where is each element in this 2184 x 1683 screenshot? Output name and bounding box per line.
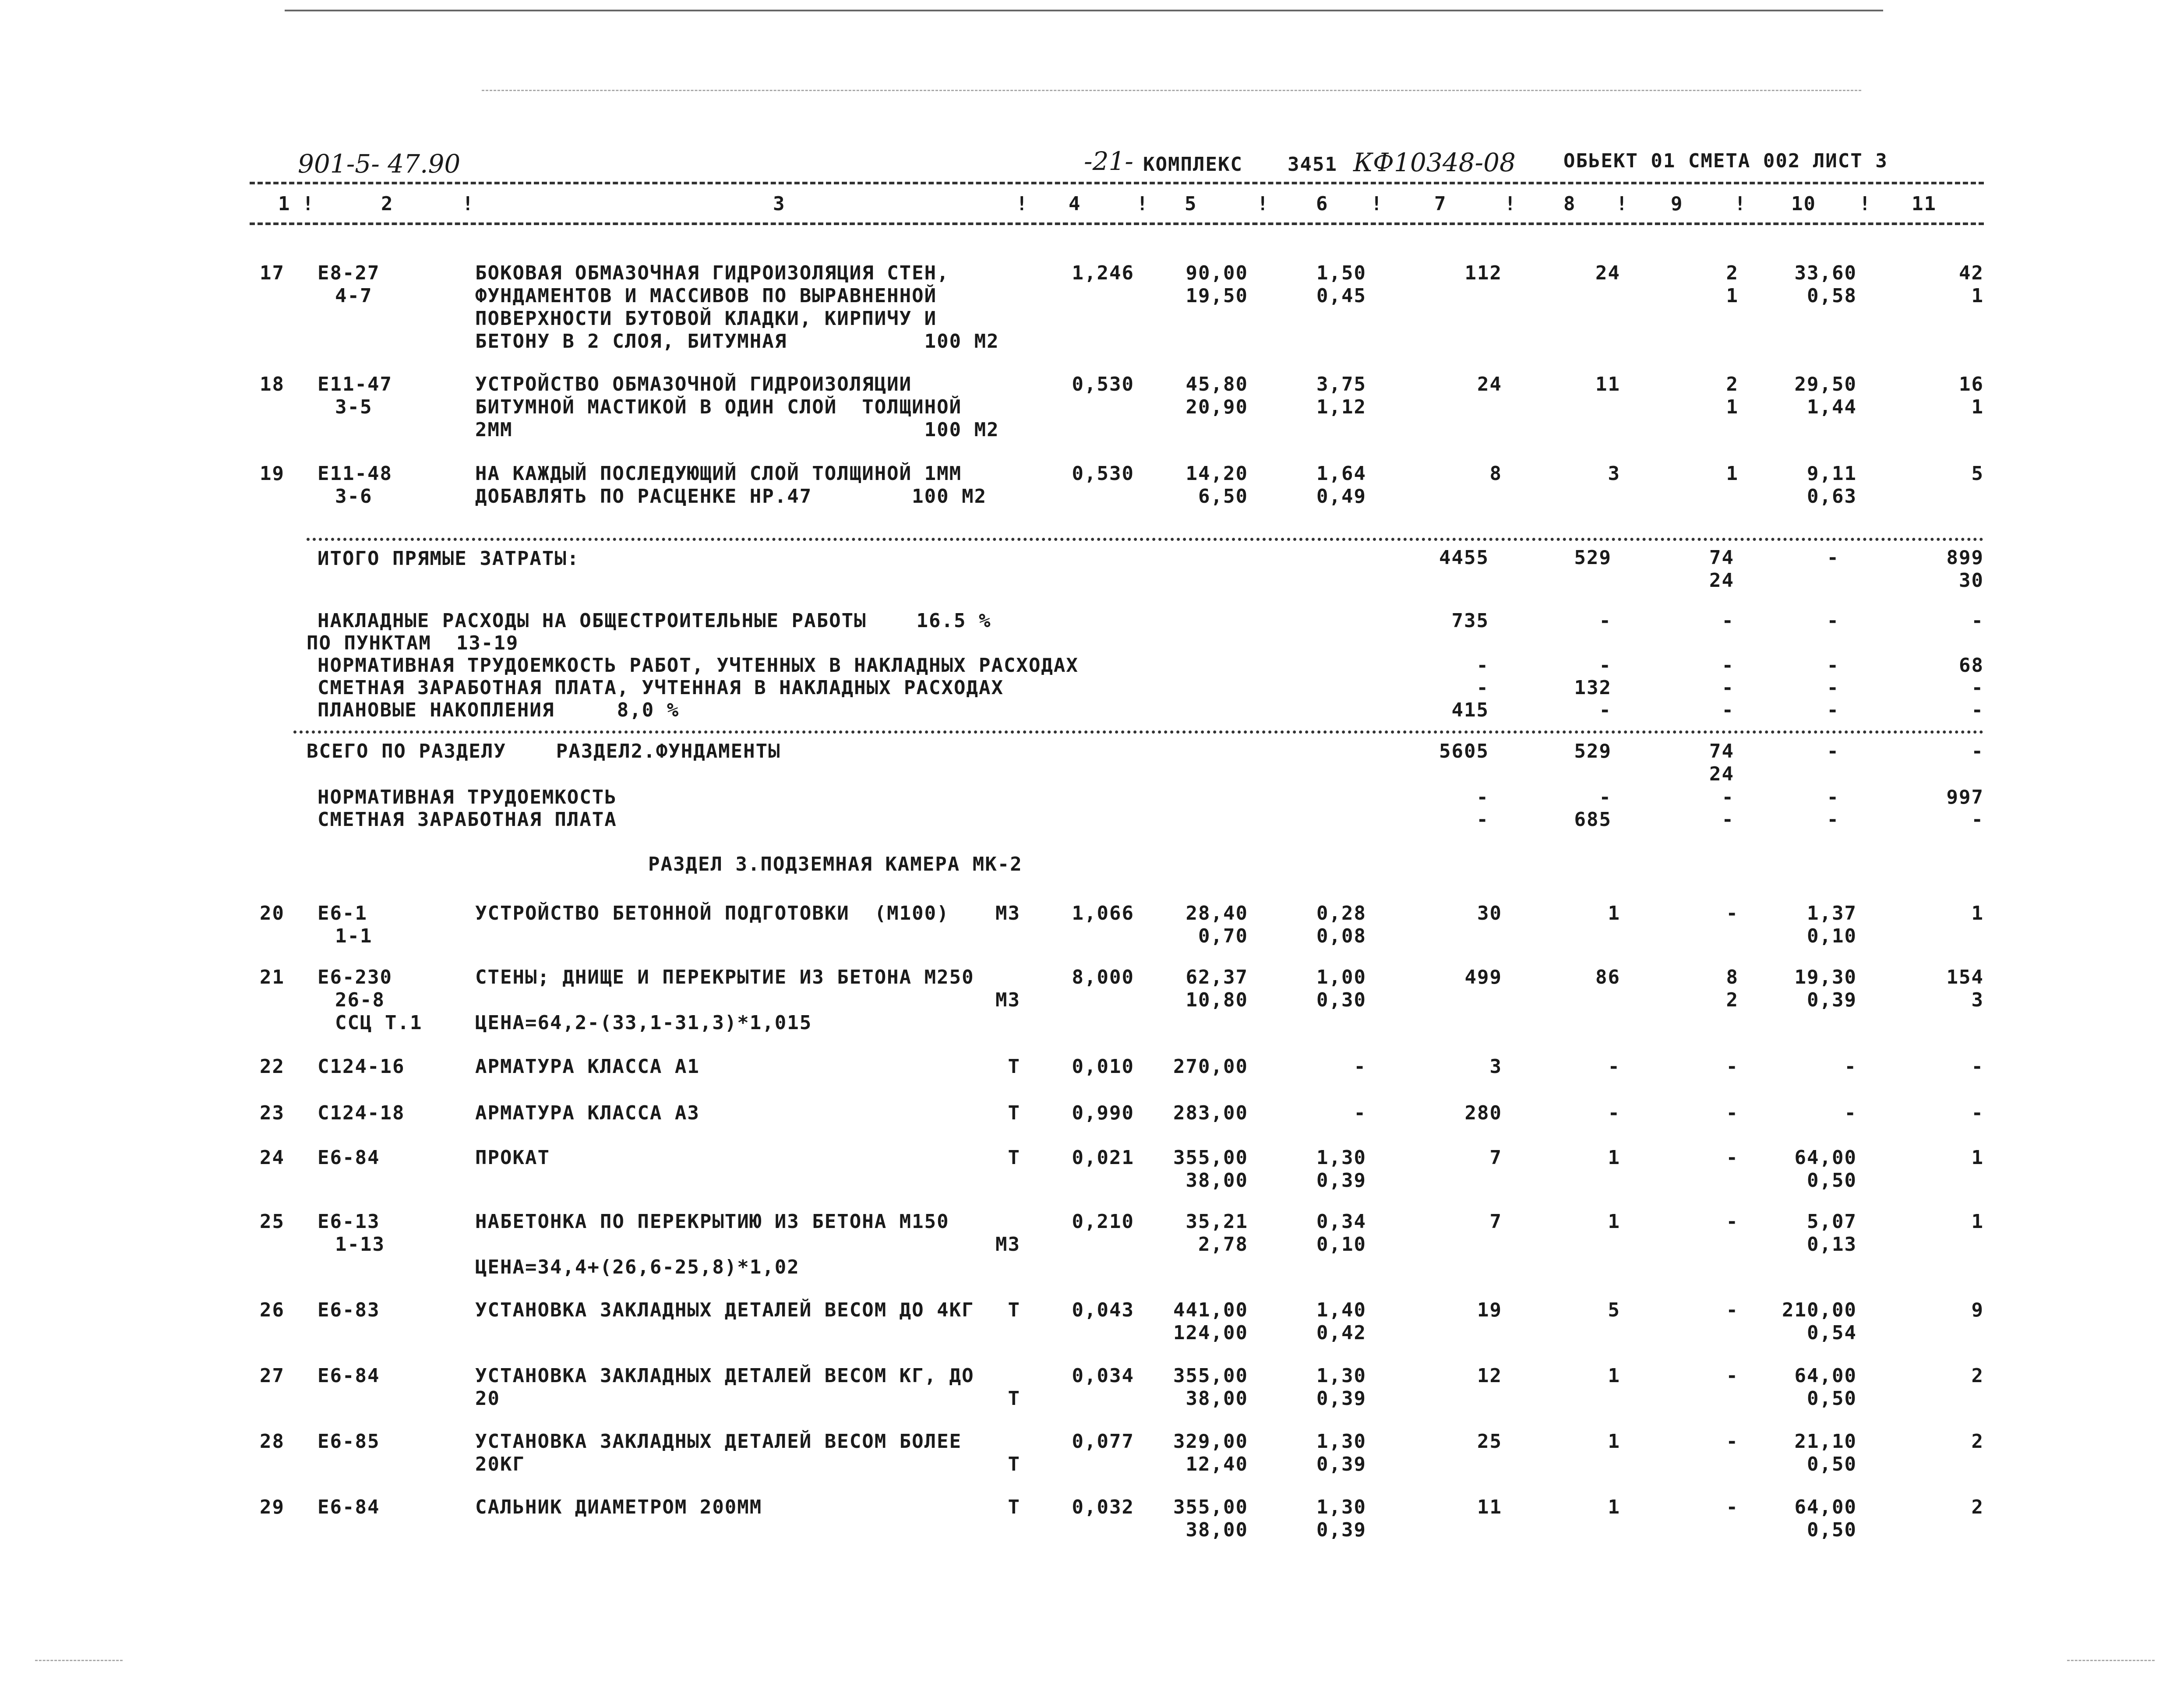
overhead-items-label: ПО ПУНКТАМ 13-19: [307, 632, 519, 654]
work-description: УСТАНОВКА ЗАКЛАДНЫХ ДЕТАЛЕЙ ВЕСОМ БОЛЕЕ: [475, 1430, 962, 1453]
cell-c11: 2: [1971, 1430, 1984, 1453]
norm-c7: -: [1476, 786, 1489, 808]
work-description: НАБЕТОНКА ПО ПЕРЕКРЫТИЮ ИЗ БЕТОНА М150: [475, 1210, 949, 1233]
labor-c11: 68: [1959, 654, 1984, 677]
work-description: 20КГ: [475, 1453, 525, 1475]
labor-c7: -: [1476, 654, 1489, 677]
cell-c11: 2: [1971, 1365, 1984, 1387]
col-sep: !: [1734, 193, 1747, 215]
cell-c10: 0,10: [1807, 925, 1857, 947]
row-number: 23: [260, 1102, 285, 1124]
cell-c5: 28,40: [1185, 902, 1248, 924]
rate-code: Е6-84: [318, 1365, 380, 1387]
labor-c9: -: [1722, 654, 1734, 677]
col-11: 11: [1912, 193, 1937, 215]
unit-of-measure: Т: [1008, 1102, 1020, 1124]
cell-c10: -: [1844, 1102, 1857, 1124]
rate-code: 1-13: [335, 1233, 385, 1256]
cell-c8: 1: [1608, 902, 1620, 924]
rate-code: Е6-230: [318, 966, 392, 988]
labor-c10: -: [1827, 654, 1839, 677]
col-7: 7: [1434, 193, 1447, 215]
work-description: БЕТОНУ В 2 СЛОЯ, БИТУМНАЯ 100 М2: [475, 330, 999, 353]
col-8: 8: [1563, 193, 1576, 215]
unit-of-measure: Т: [1008, 1055, 1020, 1078]
cell-c9: -: [1726, 1055, 1739, 1078]
row-number: 18: [260, 373, 285, 395]
cell-c6: 0,39: [1316, 1169, 1366, 1192]
work-description: ЦЕНА=64,2-(33,1-31,3)*1,015: [475, 1012, 812, 1034]
work-description: УСТРОЙСТВО БЕТОННОЙ ПОДГОТОВКИ (М100): [475, 902, 949, 924]
cell-c8: 1: [1608, 1496, 1620, 1518]
cell-c10: 0,13: [1807, 1233, 1857, 1256]
overhead-c10: -: [1827, 610, 1839, 632]
quantity: 0,210: [1072, 1210, 1134, 1233]
cell-c11: 154: [1946, 966, 1984, 988]
cell-c8: 11: [1595, 373, 1620, 395]
swage-c10: -: [1827, 808, 1839, 831]
cell-c10: 0,54: [1807, 1322, 1857, 1344]
cell-c6: 1,30: [1316, 1365, 1366, 1387]
rate-code: Е11-48: [318, 462, 392, 485]
cell-c10: 0,50: [1807, 1169, 1857, 1192]
unit-of-measure: Т: [1008, 1299, 1020, 1321]
col-1: 1: [278, 193, 291, 215]
col-4: 4: [1069, 193, 1081, 215]
row-number: 19: [260, 462, 285, 485]
wage-c8: 132: [1574, 677, 1612, 699]
col-sep: !: [302, 193, 315, 215]
cell-c5: 20,90: [1185, 396, 1248, 418]
header-rule-top: [250, 182, 1984, 184]
cell-c8: 5: [1608, 1299, 1620, 1321]
section-c8: 529: [1574, 740, 1612, 762]
norm-c10: -: [1827, 786, 1839, 808]
cell-c10: -: [1844, 1055, 1857, 1078]
cell-c10: 0,50: [1807, 1519, 1857, 1541]
col-sep: !: [1016, 193, 1029, 215]
work-description: ПРОКАТ: [475, 1147, 550, 1169]
cell-c11: 1: [1971, 902, 1984, 924]
row-number: 27: [260, 1365, 285, 1387]
wage-label: СМЕТНАЯ ЗАРАБОТНАЯ ПЛАТА, УЧТЕННАЯ В НАКЛАДНЫХ РАСХОДАХ: [318, 677, 1004, 699]
cell-c5: 38,00: [1185, 1387, 1248, 1410]
norm-labor-label: НОРМАТИВНАЯ ТРУДОЕМКОСТЬ: [318, 786, 617, 808]
cell-c7: 25: [1477, 1430, 1502, 1453]
unit-of-measure: Т: [1008, 1147, 1020, 1169]
profit-label: ПЛАНОВЫЕ НАКОПЛЕНИЯ 8,0 %: [318, 699, 680, 721]
col-sep: !: [1257, 193, 1270, 215]
swage-c7: -: [1476, 808, 1489, 831]
rate-code: 26-8: [335, 989, 385, 1011]
work-description: ДОБАВЛЯТЬ ПО РАСЦЕНКЕ НР.47 100 М2: [475, 485, 987, 508]
section-c10: -: [1827, 740, 1839, 762]
section-3-title: РАЗДЕЛ 3.ПОДЗЕМНАЯ КАМЕРА МК-2: [648, 853, 1023, 875]
quantity: 0,043: [1072, 1299, 1134, 1321]
cell-c7: 280: [1464, 1102, 1502, 1124]
labor-c8: -: [1599, 654, 1612, 677]
cell-c6: 1,64: [1316, 462, 1366, 485]
cell-c10: 64,00: [1794, 1496, 1857, 1518]
cell-c9: -: [1726, 1365, 1739, 1387]
overhead-label: НАКЛАДНЫЕ РАСХОДЫ НА ОБЩЕСТРОИТЕЛЬНЫЕ РАБОТЫ 16.5 %: [318, 610, 991, 632]
cell-c6: -: [1354, 1055, 1366, 1078]
profit-c11: -: [1971, 699, 1984, 721]
rate-code: Е6-1: [318, 902, 367, 924]
quantity: 8,000: [1072, 966, 1134, 988]
cell-c6: 0,28: [1316, 902, 1366, 924]
cell-c10: 64,00: [1794, 1365, 1857, 1387]
work-description: УСТАНОВКА ЗАКЛАДНЫХ ДЕТАЛЕЙ ВЕСОМ КГ, ДО: [475, 1365, 974, 1387]
section-c9-1: 74: [1709, 740, 1734, 762]
row-number: 17: [260, 262, 285, 284]
cell-c6: 1,50: [1316, 262, 1366, 284]
work-description: УСТРОЙСТВО ОБМАЗОЧНОЙ ГИДРОИЗОЛЯЦИИ: [475, 373, 912, 395]
rate-code: Е8-27: [318, 262, 380, 284]
quantity: 0,077: [1072, 1430, 1134, 1453]
complex-label: КОМПЛЕКС: [1143, 153, 1243, 176]
cell-c8: -: [1608, 1102, 1620, 1124]
rate-code: 4-7: [335, 285, 373, 307]
quantity: 0,990: [1072, 1102, 1134, 1124]
cell-c8: 3: [1608, 462, 1620, 485]
cell-c9: 2: [1726, 373, 1739, 395]
rate-code: 3-5: [335, 396, 373, 418]
row-number: 29: [260, 1496, 285, 1518]
wage-c9: -: [1722, 677, 1734, 699]
cell-c5: 270,00: [1173, 1055, 1248, 1078]
norm-c11: 997: [1946, 786, 1984, 808]
cell-c6: 0,42: [1316, 1322, 1366, 1344]
work-description: ПОВЕРХНОСТИ БУТОВОЙ КЛАДКИ, КИРПИЧУ И: [475, 307, 937, 330]
complex-number: 3451: [1288, 153, 1337, 176]
work-description: УСТАНОВКА ЗАКЛАДНЫХ ДЕТАЛЕЙ ВЕСОМ ДО 4КГ: [475, 1299, 974, 1321]
direct-costs-label: ИТОГО ПРЯМЫЕ ЗАТРАТЫ:: [318, 547, 580, 570]
cell-c9: -: [1726, 1102, 1739, 1124]
cell-c10: 29,50: [1794, 373, 1857, 395]
direct-c9-2: 24: [1709, 569, 1734, 592]
cell-c6: 0,49: [1316, 485, 1366, 508]
cell-c5: 6,50: [1198, 485, 1248, 508]
labor-label: НОРМАТИВНАЯ ТРУДОЕМКОСТЬ РАБОТ, УЧТЕННЫХ В НАКЛАДНЫХ РАСХОДАХ: [318, 654, 1079, 677]
cell-c5: 14,20: [1185, 462, 1248, 485]
col-sep: !: [1859, 193, 1872, 215]
cell-c5: 355,00: [1173, 1496, 1248, 1518]
cell-c11: 1: [1971, 285, 1984, 307]
section-c7: 5605: [1439, 740, 1489, 762]
cell-c11: 42: [1959, 262, 1984, 284]
cell-c6: 1,30: [1316, 1147, 1366, 1169]
cell-c5: 12,40: [1185, 1453, 1248, 1475]
cell-c6: 0,34: [1316, 1210, 1366, 1233]
document-code: 901-5- 47.90: [298, 149, 461, 179]
cell-c9: -: [1726, 1430, 1739, 1453]
section-c9-2: 24: [1709, 763, 1734, 785]
unit-of-measure: М3: [995, 989, 1020, 1011]
col-6: 6: [1316, 193, 1329, 215]
work-description: 20: [475, 1387, 500, 1410]
cell-c11: 16: [1959, 373, 1984, 395]
cell-c8: 86: [1595, 966, 1620, 988]
col-9: 9: [1671, 193, 1683, 215]
cell-c9: -: [1726, 1496, 1739, 1518]
cell-c9: 1: [1726, 462, 1739, 485]
work-description: СТЕНЫ; ДНИЩЕ И ПЕРЕКРЫТИЕ ИЗ БЕТОНА М250: [475, 966, 974, 988]
col-sep: !: [1371, 193, 1383, 215]
cell-c8: 24: [1595, 262, 1620, 284]
cell-c10: 1,44: [1807, 396, 1857, 418]
rate-code: 1-1: [335, 925, 373, 947]
swage-c9: -: [1722, 808, 1734, 831]
cell-c10: 0,63: [1807, 485, 1857, 508]
direct-c11-1: 899: [1946, 547, 1984, 569]
quantity: 0,530: [1072, 462, 1134, 485]
quantity: 0,530: [1072, 373, 1134, 395]
cell-c5: 38,00: [1185, 1169, 1248, 1192]
cell-c6: 1,30: [1316, 1430, 1366, 1453]
rate-code: Е6-84: [318, 1147, 380, 1169]
overhead-c9: -: [1722, 610, 1734, 632]
row-number: 21: [260, 966, 285, 988]
cell-c9: 1: [1726, 285, 1739, 307]
cell-c10: 210,00: [1782, 1299, 1857, 1321]
col-sep: !: [462, 193, 475, 215]
col-10: 10: [1791, 193, 1816, 215]
col-sep: !: [1616, 193, 1629, 215]
work-description: БИТУМНОЙ МАСТИКОЙ В ОДИН СЛОЙ ТОЛЩИНОЙ: [475, 396, 962, 418]
overhead-c11: -: [1971, 610, 1984, 632]
row-number: 22: [260, 1055, 285, 1078]
cell-c5: 19,50: [1185, 285, 1248, 307]
cell-c11: 1: [1971, 1147, 1984, 1169]
cell-c5: 62,37: [1185, 966, 1248, 988]
section-total-label: ВСЕГО ПО РАЗДЕЛУ РАЗДЕЛ2.ФУНДАМЕНТЫ: [307, 740, 781, 762]
cell-c7: 24: [1477, 373, 1502, 395]
swage-c11: -: [1971, 808, 1984, 831]
cell-c9: 8: [1726, 966, 1739, 988]
cell-c6: 0,08: [1316, 925, 1366, 947]
cell-c9: 2: [1726, 989, 1739, 1011]
cell-c9: -: [1726, 1147, 1739, 1169]
section-total-separator: [293, 730, 1984, 734]
cell-c6: 0,45: [1316, 285, 1366, 307]
cell-c5: 283,00: [1173, 1102, 1248, 1124]
wage-c11: -: [1971, 677, 1984, 699]
cell-c7: 19: [1477, 1299, 1502, 1321]
work-description: БОКОВАЯ ОБМАЗОЧНАЯ ГИДРОИЗОЛЯЦИЯ СТЕН,: [475, 262, 949, 284]
row-number: 20: [260, 902, 285, 924]
cell-c7: 7: [1489, 1147, 1502, 1169]
cell-c11: 1: [1971, 1210, 1984, 1233]
cell-c7: 112: [1464, 262, 1502, 284]
cell-c6: 1,40: [1316, 1299, 1366, 1321]
quantity: 1,246: [1072, 262, 1134, 284]
quantity: 0,010: [1072, 1055, 1134, 1078]
scan-edge-line: [285, 10, 1883, 11]
work-description: САЛЬНИК ДИАМЕТРОМ 200ММ: [475, 1496, 762, 1518]
norm-c8: -: [1599, 786, 1612, 808]
direct-c8: 529: [1574, 547, 1612, 569]
overhead-c7: 735: [1451, 610, 1489, 632]
header-rule-bottom: [250, 222, 1984, 225]
cell-c6: 0,39: [1316, 1453, 1366, 1475]
profit-c9: -: [1722, 699, 1734, 721]
row-number: 28: [260, 1430, 285, 1453]
cell-c6: 1,00: [1316, 966, 1366, 988]
cell-c5: 38,00: [1185, 1519, 1248, 1541]
cell-c6: 0,39: [1316, 1519, 1366, 1541]
rate-code: С124-18: [318, 1102, 405, 1124]
work-description: АРМАТУРА КЛАССА А1: [475, 1055, 700, 1078]
cell-c10: 64,00: [1794, 1147, 1857, 1169]
profit-c10: -: [1827, 699, 1839, 721]
unit-of-measure: М3: [995, 1233, 1020, 1256]
section-c11: -: [1971, 740, 1984, 762]
cell-c10: 5,07: [1807, 1210, 1857, 1233]
cell-c6: 3,75: [1316, 373, 1366, 395]
cell-c10: 0,50: [1807, 1387, 1857, 1410]
cell-c7: 499: [1464, 966, 1502, 988]
project-code: КФ10348-08: [1353, 148, 1516, 177]
scan-bottom-mark: [35, 1660, 123, 1661]
cell-c8: -: [1608, 1055, 1620, 1078]
unit-of-measure: Т: [1008, 1387, 1020, 1410]
row-number: 26: [260, 1299, 285, 1321]
cell-c5: 90,00: [1185, 262, 1248, 284]
cell-c8: 1: [1608, 1365, 1620, 1387]
cell-c8: 1: [1608, 1210, 1620, 1233]
cell-c10: 19,30: [1794, 966, 1857, 988]
quantity: 0,032: [1072, 1496, 1134, 1518]
col-2: 2: [381, 193, 394, 215]
rate-code: ССЦ Т.1: [335, 1012, 423, 1034]
cell-c11: 1: [1971, 396, 1984, 418]
estimate-wage-label: СМЕТНАЯ ЗАРАБОТНАЯ ПЛАТА: [318, 808, 617, 831]
cell-c7: 11: [1477, 1496, 1502, 1518]
overhead-c8: -: [1599, 610, 1612, 632]
cell-c7: 12: [1477, 1365, 1502, 1387]
cell-c5: 35,21: [1185, 1210, 1248, 1233]
work-description: ЦЕНА=34,4+(26,6-25,8)*1,02: [475, 1256, 800, 1278]
cell-c10: 0,50: [1807, 1453, 1857, 1475]
cell-c10: 21,10: [1794, 1430, 1857, 1453]
rate-code: С124-16: [318, 1055, 405, 1078]
cell-c7: 7: [1489, 1210, 1502, 1233]
rate-code: Е6-84: [318, 1496, 380, 1518]
rate-code: 3-6: [335, 485, 373, 508]
cell-c5: 441,00: [1173, 1299, 1248, 1321]
cell-c11: -: [1971, 1055, 1984, 1078]
scan-bottom-mark: [2067, 1660, 2155, 1661]
cell-c6: 0,30: [1316, 989, 1366, 1011]
cell-c8: 1: [1608, 1430, 1620, 1453]
direct-c9-1: 74: [1709, 547, 1734, 569]
cell-c5: 329,00: [1173, 1430, 1248, 1453]
quantity: 0,034: [1072, 1365, 1134, 1387]
object-info: ОБЬЕКТ 01 СМЕТА 002 ЛИСТ 3: [1563, 150, 1888, 172]
profit-c8: -: [1599, 699, 1612, 721]
cell-c9: -: [1726, 1299, 1739, 1321]
direct-c7: 4455: [1439, 547, 1489, 569]
cell-c11: 2: [1971, 1496, 1984, 1518]
swage-c8: 685: [1574, 808, 1612, 831]
cell-c5: 355,00: [1173, 1147, 1248, 1169]
cell-c6: 1,12: [1316, 396, 1366, 418]
cell-c9: -: [1726, 1210, 1739, 1233]
cell-c5: 45,80: [1185, 373, 1248, 395]
quantity: 1,066: [1072, 902, 1134, 924]
unit-of-measure: М3: [995, 902, 1020, 924]
scan-faint-line: [482, 90, 1861, 91]
rate-code: Е6-83: [318, 1299, 380, 1321]
work-description: НА КАЖДЫЙ ПОСЛЕДУЮЩИЙ СЛОЙ ТОЛЩИНОЙ 1ММ: [475, 462, 962, 485]
cell-c11: -: [1971, 1102, 1984, 1124]
work-description: АРМАТУРА КЛАССА А3: [475, 1102, 700, 1124]
unit-of-measure: Т: [1008, 1496, 1020, 1518]
cell-c6: 0,10: [1316, 1233, 1366, 1256]
row-number: 25: [260, 1210, 285, 1233]
unit-of-measure: Т: [1008, 1453, 1020, 1475]
direct-c11-2: 30: [1959, 569, 1984, 592]
cell-c5: 2,78: [1198, 1233, 1248, 1256]
totals-separator: [307, 538, 1984, 541]
cell-c10: 0,39: [1807, 989, 1857, 1011]
cell-c7: 3: [1489, 1055, 1502, 1078]
rate-code: Е11-47: [318, 373, 392, 395]
cell-c10: 1,37: [1807, 902, 1857, 924]
col-sep: !: [1504, 193, 1517, 215]
row-number: 24: [260, 1147, 285, 1169]
cell-c10: 0,58: [1807, 285, 1857, 307]
col-3: 3: [773, 193, 786, 215]
cell-c6: -: [1354, 1102, 1366, 1124]
cell-c7: 8: [1489, 462, 1502, 485]
cell-c6: 0,39: [1316, 1387, 1366, 1410]
cell-c5: 355,00: [1173, 1365, 1248, 1387]
rate-code: Е6-85: [318, 1430, 380, 1453]
norm-c9: -: [1722, 786, 1734, 808]
col-5: 5: [1185, 193, 1197, 215]
cell-c10: 33,60: [1794, 262, 1857, 284]
cell-c5: 0,70: [1198, 925, 1248, 947]
work-description: ФУНДАМЕНТОВ И МАССИВОВ ПО ВЫРАВНЕННОЙ: [475, 285, 937, 307]
wage-c7: -: [1476, 677, 1489, 699]
profit-c7: 415: [1451, 699, 1489, 721]
direct-c10: -: [1827, 547, 1839, 569]
cell-c10: 9,11: [1807, 462, 1857, 485]
work-description: 2ММ 100 М2: [475, 419, 999, 441]
quantity: 0,021: [1072, 1147, 1134, 1169]
cell-c5: 10,80: [1185, 989, 1248, 1011]
cell-c11: 5: [1971, 462, 1984, 485]
cell-c11: 9: [1971, 1299, 1984, 1321]
cell-c8: 1: [1608, 1147, 1620, 1169]
cell-c7: 30: [1477, 902, 1502, 924]
page-number: -21-: [1084, 146, 1133, 176]
rate-code: Е6-13: [318, 1210, 380, 1233]
cell-c9: -: [1726, 902, 1739, 924]
cell-c9: 1: [1726, 396, 1739, 418]
cell-c6: 1,30: [1316, 1496, 1366, 1518]
cell-c11: 3: [1971, 989, 1984, 1011]
cell-c5: 124,00: [1173, 1322, 1248, 1344]
col-sep: !: [1136, 193, 1149, 215]
cell-c9: 2: [1726, 262, 1739, 284]
wage-c10: -: [1827, 677, 1839, 699]
